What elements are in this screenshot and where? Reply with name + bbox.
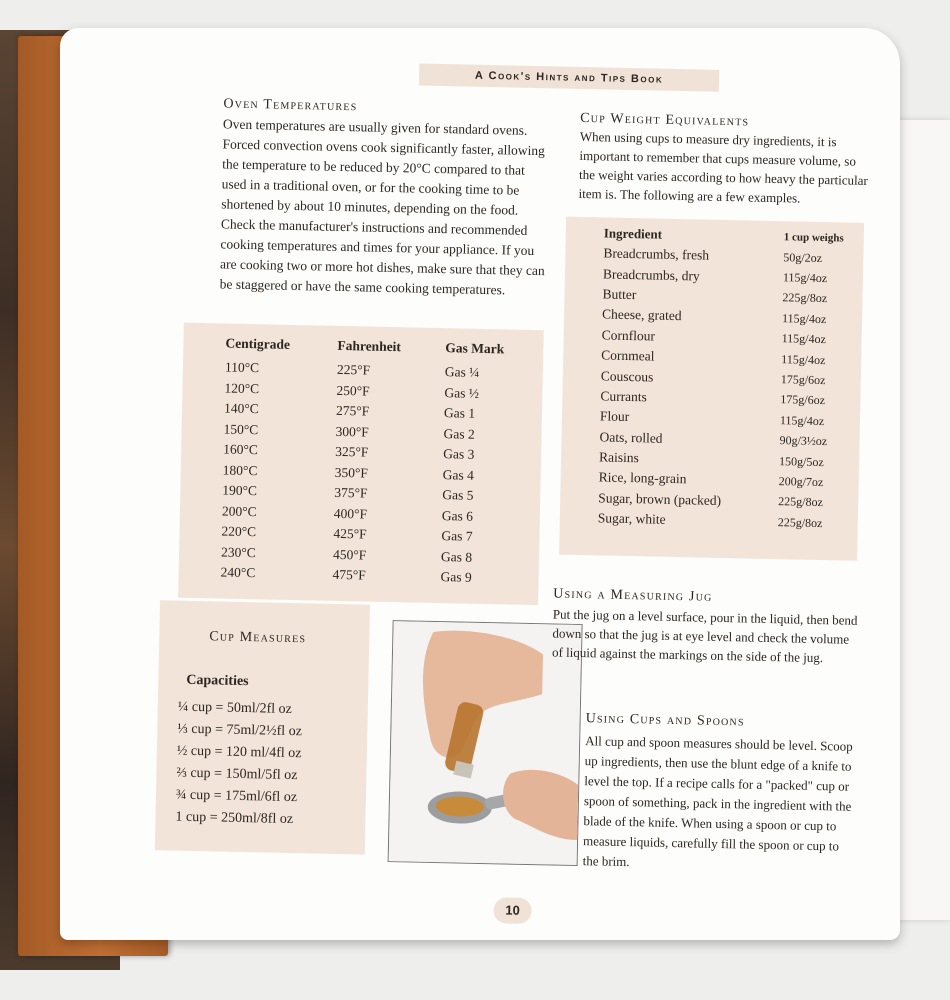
running-header: A Cook's Hints and Tips Book <box>419 64 719 92</box>
fahrenheit-cell: 300°F <box>335 423 369 440</box>
oven-temperature-table <box>220 336 525 590</box>
weight-cell: 115g/4oz <box>779 412 825 428</box>
list-item: 1 cup = 250ml/8fl oz <box>175 809 294 828</box>
cup-weight-body: When using cups to measure dry ingredients, it is important to remember that cups measure volume, so the weight varies according to how heavy the particular item is. The following are a few examples. <box>578 128 868 206</box>
centigrade-cell: 120°C <box>224 380 260 396</box>
ingredient-cell: Couscous <box>600 367 654 385</box>
book-page <box>60 28 900 940</box>
oven-temperature-table-panel <box>178 323 544 605</box>
ingredient-cell: Raisins <box>598 449 640 466</box>
weight-cell: 115g/4oz <box>781 351 826 367</box>
ingredient-cell: Sugar, brown (packed) <box>598 490 722 508</box>
fahrenheit-cell: 425°F <box>333 526 367 542</box>
ingredient-cell: Breadcrumbs, dry <box>602 266 700 284</box>
list-item: ⅓ cup = 75ml/2½fl oz <box>177 721 303 740</box>
centigrade-cell: 180°C <box>222 462 258 478</box>
ingredient-cell: Cheese, grated <box>601 306 682 324</box>
weight-cell: 225g/8oz <box>777 514 823 530</box>
oven-table-body <box>220 358 525 590</box>
gas-mark-cell: Gas 1 <box>443 405 476 422</box>
ingredient-cell: Rice, long-grain <box>598 469 687 487</box>
spoons-body: All cup and spoon measures should be level. Scoop up ingredients, then use the blunt edge of a knife to level the top. If a recipe calls for a "packed" cup or spoon of something, pack in the ingredient with the blade of the knife. When using a spoon or cup to measure liquids, carefully fill the spoon or cup to the brim. <box>582 733 853 870</box>
weight-cell: 115g/4oz <box>781 331 827 347</box>
centigrade-cell: 190°C <box>222 482 258 499</box>
weight-cell: 225g/8oz <box>782 290 828 306</box>
weight-cell: 175g/6oz <box>780 392 826 408</box>
cup-weight-section <box>578 111 870 209</box>
oven-heading: Oven Temperatures <box>223 96 358 115</box>
weight-cell: 115g/4oz <box>782 270 828 286</box>
weight-cell: 200g/7oz <box>778 474 824 490</box>
weight-cell: 50g/2oz <box>783 249 823 265</box>
col-gas-mark: Gas Mark <box>445 340 505 357</box>
list-item: ⅔ cup = 150ml/5fl oz <box>176 765 298 784</box>
capacities-subheading: Capacities <box>186 672 249 690</box>
oven-section <box>219 96 553 301</box>
ingredient-cell: Currants <box>600 388 648 405</box>
list-item: ¾ cup = 175ml/6fl oz <box>175 787 298 806</box>
fahrenheit-cell: 475°F <box>332 567 366 583</box>
col-fahrenheit: Fahrenheit <box>337 337 402 355</box>
cup-weight-table <box>598 225 854 534</box>
gas-mark-cell: Gas 6 <box>441 507 474 524</box>
table-row <box>598 508 848 534</box>
weight-cell: 175g/6oz <box>780 372 826 388</box>
gas-mark-cell: Gas 5 <box>442 487 474 504</box>
gas-mark-cell: Gas 8 <box>440 548 473 565</box>
gas-mark-cell: Gas 3 <box>443 446 475 463</box>
page-number: 10 <box>493 897 532 924</box>
fahrenheit-cell: 400°F <box>333 505 368 522</box>
jug-body: Put the jug on a level surface, pour in the liquid, then bend down so that the jug is at eye level and check the volume of liquid against the markings on the side of the jug. <box>551 606 858 666</box>
centigrade-cell: 230°C <box>220 544 256 560</box>
centigrade-cell: 220°C <box>221 523 257 540</box>
gas-mark-cell: Gas 9 <box>440 569 472 585</box>
spoons-section <box>582 711 855 877</box>
fahrenheit-cell: 250°F <box>336 382 370 399</box>
ingredient-cell: Butter <box>602 286 637 303</box>
centigrade-cell: 150°C <box>223 421 259 437</box>
jug-section <box>552 586 859 667</box>
centigrade-cell: 140°C <box>223 400 259 417</box>
ingredient-cell: Oats, rolled <box>599 429 663 446</box>
list-item: ¼ cup = 50ml/2fl oz <box>177 699 292 718</box>
centigrade-cell: 110°C <box>224 359 260 376</box>
ingredient-cell: Breadcrumbs, fresh <box>603 245 710 263</box>
weight-cell: 225g/8oz <box>778 494 824 510</box>
weight-cell: 150g/5oz <box>778 453 824 469</box>
ingredient-cell: Sugar, white <box>597 510 666 528</box>
fahrenheit-cell: 325°F <box>335 444 369 460</box>
fahrenheit-cell: 275°F <box>335 403 370 419</box>
gas-mark-cell: Gas 2 <box>443 425 475 442</box>
col-ingredient: Ingredient <box>603 225 663 242</box>
list-item: ½ cup = 120 ml/4fl oz <box>176 743 302 762</box>
gas-mark-cell: Gas 7 <box>441 528 473 544</box>
fahrenheit-cell: 375°F <box>334 485 368 501</box>
col-centigrade: Centigrade <box>225 335 291 352</box>
col-cup-weight: 1 cup weighs <box>783 231 844 245</box>
capacities-list <box>175 697 302 832</box>
weight-cell: 115g/4oz <box>781 311 827 326</box>
spoons-heading: Using Cups and Spoons <box>585 711 745 730</box>
cup-weight-table-body <box>598 243 854 534</box>
ingredient-cell: Flour <box>599 408 630 425</box>
gas-mark-cell: Gas 4 <box>442 466 475 483</box>
cup-measures-heading: Cup Measures <box>209 629 307 647</box>
ingredient-cell: Cornmeal <box>601 347 655 364</box>
ingredient-cell: Cornflour <box>601 327 656 344</box>
oven-body: Oven temperatures are usually given for standard ovens. Forced convection ovens cook significantly faster, allowing the temperature to be reduced by 20°C compared to that used in a traditional oven, or for the cooking time to be shortened by about 10 minutes, depending on the food. Check the manufacturer's instructions and recommended cooking temperatures and times for your appliance. If you are cooking two or more hot dishes, make sure that they can be staggered or have the same cooking temperatures. <box>219 116 545 298</box>
fahrenheit-cell: 350°F <box>334 464 369 481</box>
centigrade-cell: 160°C <box>223 441 259 458</box>
gas-mark-cell: Gas ½ <box>444 384 480 401</box>
fahrenheit-cell: 225°F <box>336 362 371 378</box>
jug-heading: Using a Measuring Jug <box>553 586 713 605</box>
cup-weight-heading: Cup Weight Equivalents <box>580 110 750 130</box>
weight-cell: 90g/3½oz <box>779 433 828 449</box>
cup-weight-table-panel <box>559 217 864 561</box>
gas-mark-cell: Gas ¼ <box>444 364 480 381</box>
fahrenheit-cell: 450°F <box>332 546 367 563</box>
cup-measures-panel <box>155 600 370 854</box>
centigrade-cell: 240°C <box>220 564 256 581</box>
centigrade-cell: 200°C <box>221 503 257 519</box>
